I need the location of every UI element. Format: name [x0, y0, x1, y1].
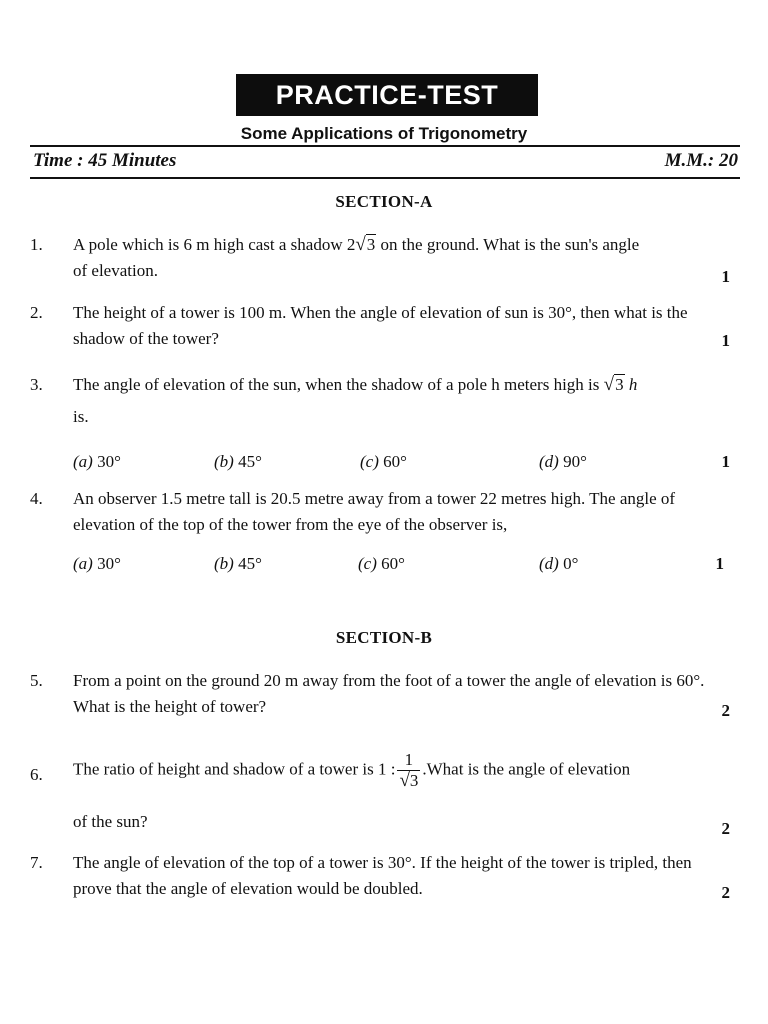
- question-marks: 1: [721, 452, 730, 471]
- question-2: [30, 300, 740, 354]
- question-text: The angle of elevation of the sun, when the shadow of a pole h meters high is √3 h is.: [73, 374, 638, 426]
- question-number: 7.: [30, 853, 43, 872]
- question-number: 1.: [30, 235, 43, 254]
- section-a-heading: SECTION-A: [335, 192, 433, 211]
- sqrt-symbol: √3: [603, 374, 624, 395]
- question-5: [30, 668, 740, 724]
- question-4: [30, 486, 740, 542]
- question-number: 5.: [30, 671, 43, 690]
- question-1: [30, 232, 740, 288]
- divider: [30, 145, 740, 147]
- question-text: The angle of elevation of the top of a tower is 30°. If the height of the tower is tripled, then prove that the angle of elevation would be doubled.: [73, 853, 692, 898]
- question-marks: 2: [721, 819, 730, 838]
- option-a[interactable]: (a) 30°: [73, 452, 121, 471]
- question-number: 6.: [30, 765, 43, 784]
- question-7: [30, 850, 740, 906]
- option-b[interactable]: (b) 45°: [214, 452, 262, 471]
- max-marks: M.M.: 20: [664, 150, 738, 171]
- page-title: PRACTICE-TEST: [236, 74, 538, 116]
- sqrt-symbol: √3: [355, 234, 376, 255]
- question-number: 4.: [30, 489, 43, 508]
- question-text: From a point on the ground 20 m away from the foot of a tower the angle of elevation is 60°. What is the height of tower?: [73, 671, 705, 716]
- divider: [30, 177, 740, 179]
- question-6: [30, 750, 740, 840]
- question-text: The height of a tower is 100 m. When the angle of elevation of sun is 30°, then what is the shadow of the tower?: [73, 303, 688, 348]
- option-c[interactable]: (c) 60°: [360, 452, 407, 471]
- question-number: 3.: [30, 375, 43, 394]
- option-d[interactable]: (d) 90°: [539, 452, 587, 471]
- option-c[interactable]: (c) 60°: [358, 554, 405, 573]
- question-text: An observer 1.5 metre tall is 20.5 metre away from a tower 22 metres high. The angle of elevation of the top of the tower from the eye of the observer is,: [73, 489, 676, 534]
- time-limit: Time : 45 Minutes: [33, 150, 177, 171]
- question-text: The ratio of height and shadow of a tower is 1 : $\frac{1}{√3}$ .What is the angle of elevation of the sun?: [73, 750, 631, 831]
- question-marks: 1: [715, 554, 724, 573]
- question-marks: 2: [721, 883, 730, 902]
- section-b-heading: SECTION-B: [335, 628, 433, 647]
- question-3: [30, 372, 740, 428]
- question-text: A pole which is 6 m high cast a shadow 2√3 on the ground. What is the sun's angle of elevation.: [73, 234, 640, 280]
- option-d[interactable]: (d) 0°: [539, 554, 579, 573]
- option-a[interactable]: (a) 30°: [73, 554, 121, 573]
- question-number: 2.: [30, 303, 43, 322]
- fraction: $\frac{1}{√3}$: [399, 750, 419, 791]
- question-marks: 2: [721, 701, 730, 720]
- question-marks: 1: [721, 267, 730, 286]
- page-subtitle: Some Applications of Trigonometry: [240, 124, 528, 143]
- option-b[interactable]: (b) 45°: [214, 554, 262, 573]
- question-marks: 1: [721, 331, 730, 350]
